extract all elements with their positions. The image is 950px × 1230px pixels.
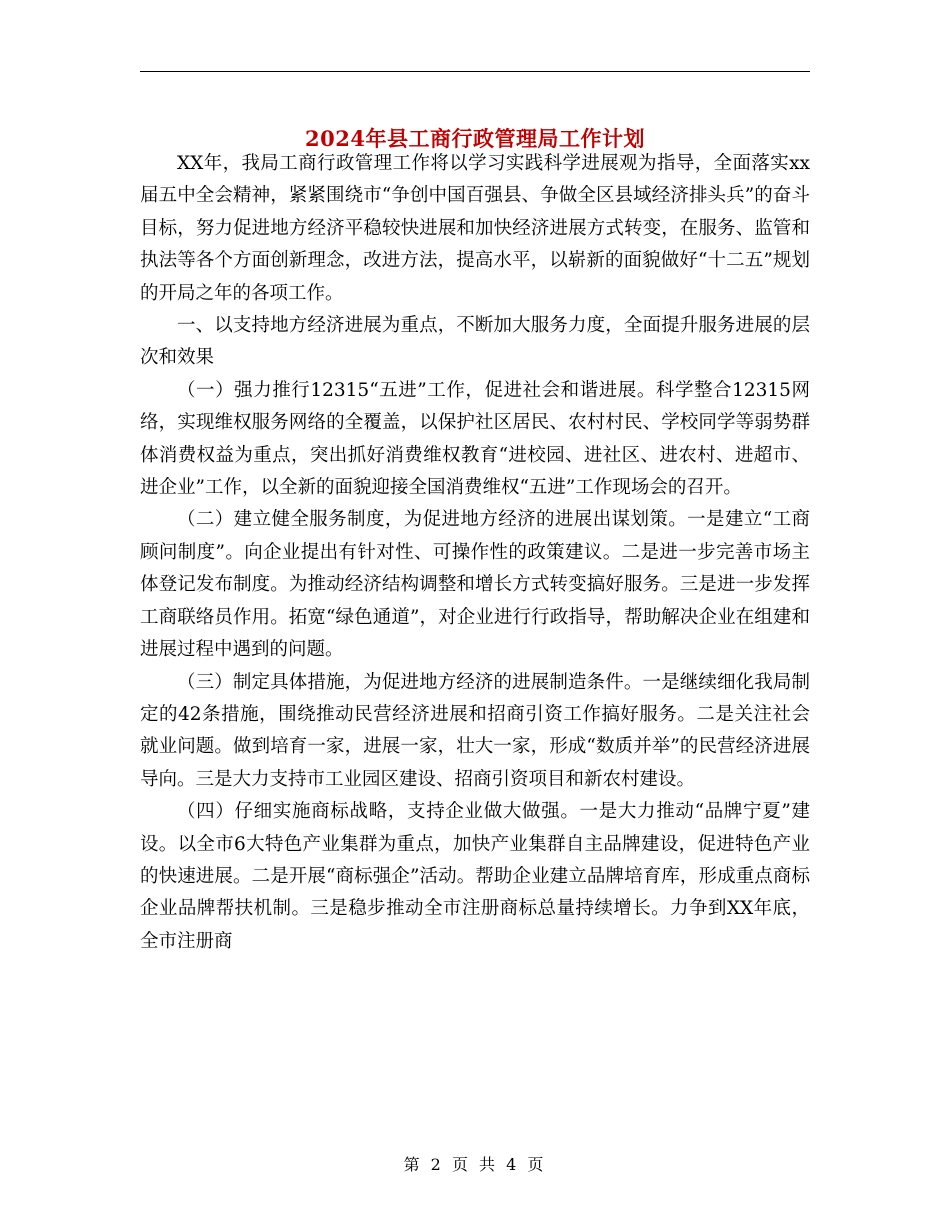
- header-rule: [140, 71, 810, 72]
- page-number-footer: 第 2 页 共 4 页: [403, 1155, 547, 1174]
- document-body: [140, 148, 810, 958]
- paragraph-intro: XX年，我局工商行政管理工作将以学习实践科学进展观为指导，全面落实xx届五中全会精神，紧紧围绕市“争创中国百强县、争做全区县域经济排头兵”的奋斗目标，努力促进地方经济平稳较快进展和加快经济进展方式转变，在服务、监管和执法等各个方面创新理念，改进方法，提高水平，以崭新的面貌做好“十二五”规划的开局之年的各项工作。: [140, 153, 810, 304]
- paragraph-item-3: （三）制定具体措施，为促进地方经济的进展制造条件。一是继续细化我局制定的42条措施，围绕推动民营经济进展和招商引资工作搞好服务。二是关注社会就业问题。做到培育一家，进展一家，壮大一家，形成“数质并举”的民营经济进展导向。三是大力支持市工业园区建设、招商引资项目和新农村建设。: [140, 671, 810, 790]
- document-title: 2024年县工商行政管理局工作计划: [305, 126, 645, 152]
- paragraph-item-2: （二）建立健全服务制度，为促进地方经济的进展出谋划策。一是建立“工商顾问制度”。向企业提出有针对性、可操作性的政策建议。二是进一步完善市场主体登记发布制度。为推动经济结构调整和增长方式转变搞好服务。三是进一步发挥工商联络员作用。拓宽“绿色通道”，对企业进行行政指导，帮助解决企业在组建和进展过程中遇到的问题。: [140, 509, 810, 661]
- paragraph-item-4: （四）仔细实施商标战略，支持企业做大做强。一是大力推动“品牌宁夏”建设。以全市6大特色产业集群为重点，加快产业集群自主品牌建设，促进特色产业的快速进展。二是开展“商标强企”活动。帮助企业建立品牌培育库，形成重点商标企业品牌帮扶机制。三是稳步推动全市注册商标总量持续增长。力争到XX年底，全市注册商: [140, 801, 810, 952]
- paragraph-item-1: （一）强力推行12315“五进”工作，促进社会和谐进展。科学整合12315网络，实现维权服务网络的全覆盖，以保护社区居民、农村村民、学校同学等弱势群体消费权益为重点，突出抓好消费维权教育“进校园、进社区、进农村、进超市、进企业”工作，以全新的面貌迎接全国消费维权“五进”工作现场会的召开。: [140, 379, 810, 499]
- section-heading-1: 一、以支持地方经济进展为重点，不断加大服务力度，全面提升服务进展的层次和效果: [140, 315, 810, 369]
